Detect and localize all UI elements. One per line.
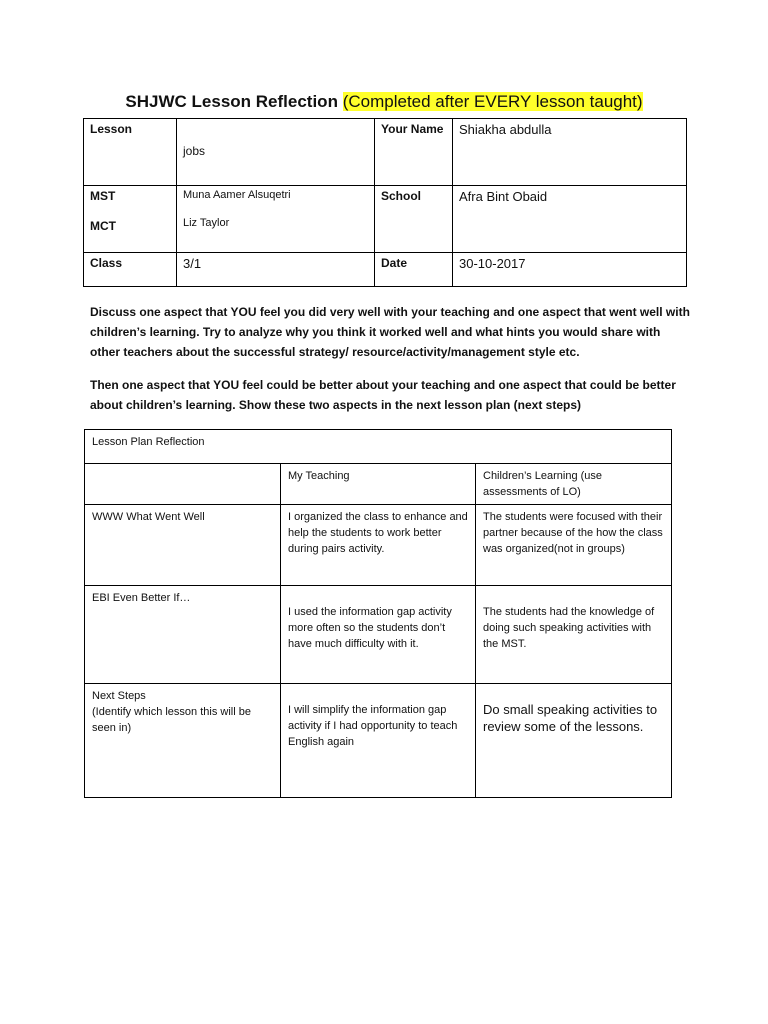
instructions-paragraph-1: Discuss one aspect that YOU feel you did very well with your teaching and one aspect that went well with children’s learning. Try to analyze why you think it worked well and what hints you would share with other teachers about the successful strategy/ resource/activity/management style etc. [90, 305, 690, 359]
ebi-teaching-cell [281, 586, 476, 684]
www-teaching: I organized the class to enhance and help the students to work better during pairs activity. [281, 505, 476, 586]
ebi-row [85, 586, 672, 684]
class-date-row [84, 253, 687, 287]
www-learning: The students were focused with their partner because of the how the class was organized(not in groups) [476, 505, 672, 586]
title-highlight: (Completed after EVERY lesson taught) [342, 92, 643, 111]
title-text: SHJWC Lesson Reflection [125, 92, 338, 111]
www-label: WWW What Went Well [85, 505, 281, 586]
www-row [85, 505, 672, 586]
ebi-learning-cell [476, 586, 672, 684]
next-steps-learning: Do small speaking activities to review some of the lessons. [483, 702, 658, 734]
date-label: Date [375, 253, 453, 287]
my-teaching-header: My Teaching [281, 464, 476, 505]
ebi-learning: The students had the knowledge of doing such speaking activities with the MST. [483, 606, 655, 650]
your-name-value: Shiakha abdulla [453, 119, 687, 186]
instructions-paragraph-2: Then one aspect that YOU feel could be better about your teaching and one aspect that could be better about children’s learning. Show these two aspects in the next lesson plan (next steps) [90, 378, 676, 412]
document-title [0, 92, 768, 112]
empty-header-cell [85, 464, 281, 505]
reflection-table [84, 429, 672, 798]
mst-value: Muna Aamer Alsuqetri [183, 189, 291, 201]
lesson-label: Lesson [84, 119, 177, 186]
mst-mct-value-cell [177, 186, 375, 253]
mct-label: MCT [90, 219, 116, 233]
next-steps-row [85, 684, 672, 798]
mst-mct-label-cell [84, 186, 177, 253]
reflection-heading-row [85, 430, 672, 464]
column-header-row [85, 464, 672, 505]
lesson-value-cell [177, 119, 375, 186]
school-value: Afra Bint Obaid [453, 186, 687, 253]
your-name-label: Your Name [375, 119, 453, 186]
lesson-row [84, 119, 687, 186]
next-steps-sublabel: (Identify which lesson this will be seen in) [92, 706, 251, 734]
next-steps-teaching-cell [281, 684, 476, 798]
next-steps-label: Next Steps [92, 690, 146, 702]
date-value: 30-10-2017 [453, 253, 687, 287]
next-steps-teaching: I will simplify the information gap activity if I had opportunity to teach English again [288, 704, 458, 748]
mst-mct-row [84, 186, 687, 253]
class-value: 3/1 [177, 253, 375, 287]
ebi-teaching: I used the information gap activity more often so the students don’t have much difficulty with it. [288, 606, 452, 650]
childrens-learning-header: Children’s Learning (use assessments of LO) [476, 464, 672, 505]
class-label: Class [84, 253, 177, 287]
next-steps-label-cell [85, 684, 281, 798]
reflection-heading: Lesson Plan Reflection [85, 430, 672, 464]
school-label: School [375, 186, 453, 253]
lesson-value: jobs [183, 144, 206, 158]
mst-label: MST [90, 189, 116, 203]
lesson-info-table [83, 118, 687, 287]
mct-value: Liz Taylor [183, 217, 230, 229]
next-steps-learning-cell [476, 684, 672, 798]
ebi-label: EBI Even Better If… [85, 586, 281, 684]
